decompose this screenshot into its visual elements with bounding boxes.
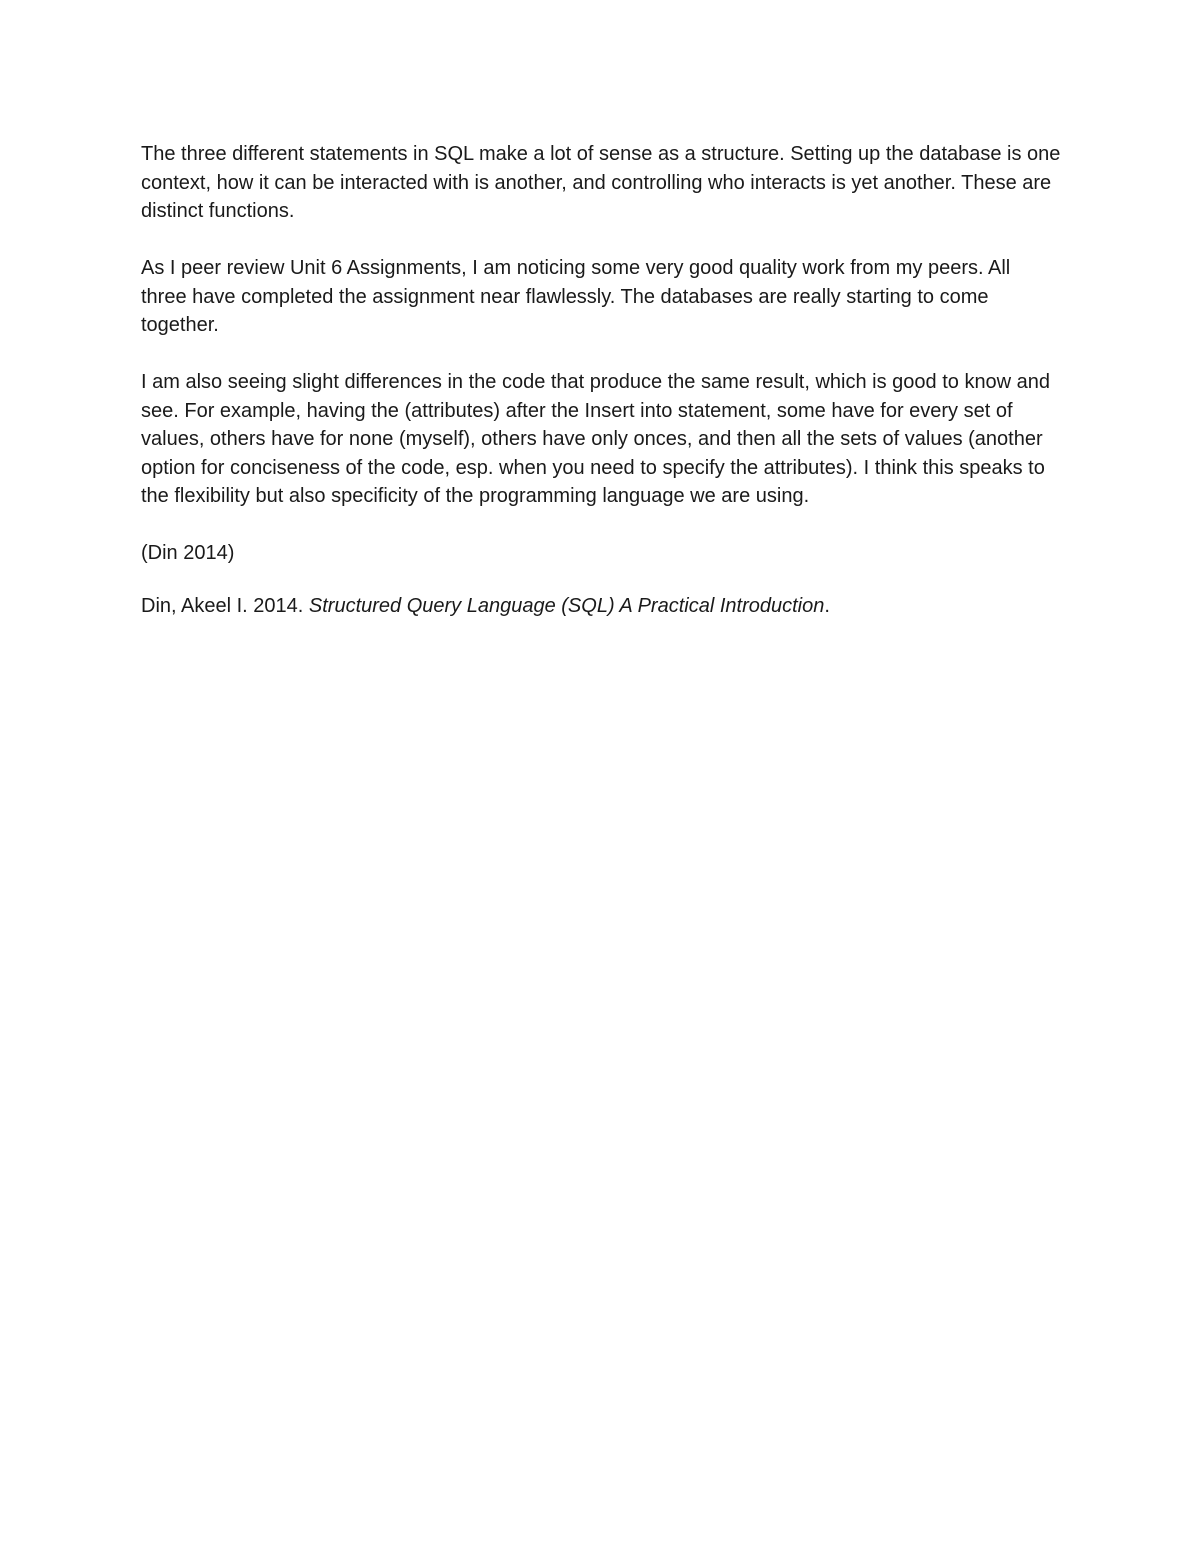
reference-entry [141, 592, 1061, 621]
document-body [141, 140, 1061, 649]
paragraph-peer-review: As I peer review Unit 6 Assignments, I am noticing some very good quality work from my peers. All three have completed the assignment near flawlessly. The databases are really starting to come together. [141, 257, 1011, 336]
reference-authors-year: Din, Akeel I. 2014. [141, 594, 309, 617]
in-text-citation: (Din 2014) [141, 542, 235, 564]
paragraph-code-differences: I am also seeing slight differences in the code that produce the same result, which is good to know and see. For example, having the (attributes) after the Insert into statement, some have for every set of values, others have for none (myself), others have only onces, and then all the sets of values (another option for conciseness of the code, esp. when you need to specify the attributes). I think this speaks to the flexibility but also specificity of the programming language we are using. [141, 371, 1051, 507]
reference-title: Structured Query Language (SQL) A Practical Introduction [308, 594, 825, 617]
paragraph-sql-statements: The three different statements in SQL make a lot of sense as a structure. Setting up the database is one context, how it can be interacted with is another, and controlling who interacts is yet another. These are distinct functions. [141, 143, 1061, 222]
reference-end: . [824, 594, 830, 617]
